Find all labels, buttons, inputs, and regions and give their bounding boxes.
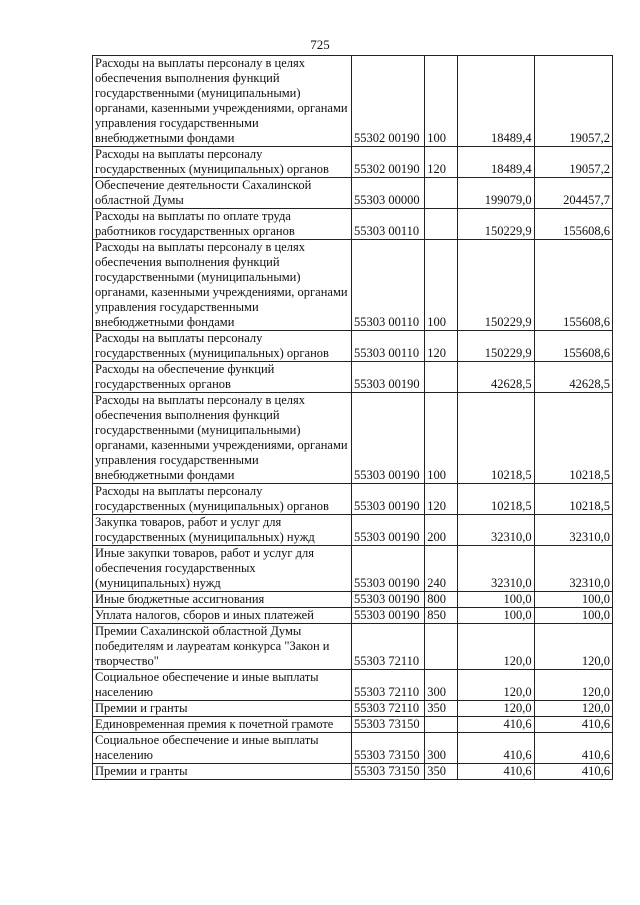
target-code-cell: 55303 00110 xyxy=(351,331,424,362)
target-code-cell: 55303 00190 xyxy=(351,546,424,592)
amount-year-2-cell: 120,0 xyxy=(534,624,612,670)
amount-year-2-cell: 410,6 xyxy=(534,764,612,780)
table-row xyxy=(93,209,613,240)
expense-name-cell: Премии и гранты xyxy=(93,701,352,717)
expense-type-cell xyxy=(425,209,458,240)
expense-name-cell: Расходы на выплаты персоналу в целях обеспечения выполнения функций государственными (муниципальными) органами, казенными учреждениями, органами управления государственными внебюджетными фондами xyxy=(93,240,352,331)
table-row xyxy=(93,362,613,393)
amount-year-1-cell: 10218,5 xyxy=(458,393,534,484)
amount-year-1-cell: 150229,9 xyxy=(458,240,534,331)
table-row xyxy=(93,733,613,764)
amount-year-1-cell: 32310,0 xyxy=(458,546,534,592)
expense-type-cell: 100 xyxy=(425,240,458,331)
expense-type-cell: 120 xyxy=(425,484,458,515)
target-code-cell: 55303 00190 xyxy=(351,515,424,546)
table-row xyxy=(93,393,613,484)
expense-name-cell: Социальное обеспечение и иные выплаты населению xyxy=(93,733,352,764)
table-row xyxy=(93,546,613,592)
expense-type-cell xyxy=(425,362,458,393)
amount-year-2-cell: 204457,7 xyxy=(534,178,612,209)
target-code-cell: 55303 72110 xyxy=(351,624,424,670)
table-row xyxy=(93,592,613,608)
table-row xyxy=(93,701,613,717)
target-code-cell: 55303 00190 xyxy=(351,393,424,484)
amount-year-2-cell: 120,0 xyxy=(534,670,612,701)
amount-year-1-cell: 150229,9 xyxy=(458,209,534,240)
table-row xyxy=(93,764,613,780)
expense-type-cell: 350 xyxy=(425,764,458,780)
target-code-cell: 55303 72110 xyxy=(351,670,424,701)
expense-name-cell: Расходы на обеспечение функций государственных органов xyxy=(93,362,352,393)
target-code-cell: 55303 00000 xyxy=(351,178,424,209)
expense-type-cell: 350 xyxy=(425,701,458,717)
target-code-cell: 55303 73150 xyxy=(351,733,424,764)
amount-year-1-cell: 150229,9 xyxy=(458,331,534,362)
expense-type-cell: 300 xyxy=(425,733,458,764)
expense-name-cell: Иные бюджетные ассигнования xyxy=(93,592,352,608)
table-row xyxy=(93,147,613,178)
table-row xyxy=(93,484,613,515)
table-row xyxy=(93,608,613,624)
amount-year-1-cell: 120,0 xyxy=(458,670,534,701)
target-code-cell: 55303 73150 xyxy=(351,764,424,780)
table-row xyxy=(93,240,613,331)
table-row xyxy=(93,515,613,546)
expense-type-cell: 120 xyxy=(425,331,458,362)
table-row xyxy=(93,624,613,670)
amount-year-2-cell: 410,6 xyxy=(534,717,612,733)
expense-type-cell: 800 xyxy=(425,592,458,608)
amount-year-2-cell: 120,0 xyxy=(534,701,612,717)
target-code-cell: 55303 72110 xyxy=(351,701,424,717)
target-code-cell: 55302 00190 xyxy=(351,56,424,147)
target-code-cell: 55303 00190 xyxy=(351,592,424,608)
amount-year-1-cell: 410,6 xyxy=(458,717,534,733)
amount-year-1-cell: 410,6 xyxy=(458,764,534,780)
expense-type-cell xyxy=(425,717,458,733)
budget-table xyxy=(92,55,613,780)
expense-type-cell: 100 xyxy=(425,393,458,484)
table-row xyxy=(93,717,613,733)
amount-year-1-cell: 100,0 xyxy=(458,608,534,624)
expense-name-cell: Премии и гранты xyxy=(93,764,352,780)
table-row xyxy=(93,56,613,147)
expense-name-cell: Расходы на выплаты персоналу в целях обеспечения выполнения функций государственными (муниципальными) органами, казенными учреждениями, органами управления государственными внебюджетными фондами xyxy=(93,56,352,147)
target-code-cell: 55303 73150 xyxy=(351,717,424,733)
expense-name-cell: Расходы на выплаты персоналу государственных (муниципальных) органов xyxy=(93,331,352,362)
expense-type-cell: 100 xyxy=(425,56,458,147)
table-row xyxy=(93,331,613,362)
amount-year-1-cell: 199079,0 xyxy=(458,178,534,209)
expense-name-cell: Расходы на выплаты персоналу государственных (муниципальных) органов xyxy=(93,147,352,178)
amount-year-1-cell: 410,6 xyxy=(458,733,534,764)
amount-year-2-cell: 100,0 xyxy=(534,592,612,608)
amount-year-1-cell: 120,0 xyxy=(458,701,534,717)
expense-type-cell: 200 xyxy=(425,515,458,546)
table-row xyxy=(93,670,613,701)
target-code-cell: 55303 00190 xyxy=(351,608,424,624)
expense-name-cell: Иные закупки товаров, работ и услуг для обеспечения государственных (муниципальных) нужд xyxy=(93,546,352,592)
amount-year-1-cell: 120,0 xyxy=(458,624,534,670)
amount-year-1-cell: 18489,4 xyxy=(458,147,534,178)
amount-year-1-cell: 32310,0 xyxy=(458,515,534,546)
amount-year-2-cell: 410,6 xyxy=(534,733,612,764)
target-code-cell: 55303 00190 xyxy=(351,362,424,393)
amount-year-2-cell: 10218,5 xyxy=(534,393,612,484)
amount-year-2-cell: 19057,2 xyxy=(534,56,612,147)
expense-name-cell: Закупка товаров, работ и услуг для государственных (муниципальных) нужд xyxy=(93,515,352,546)
amount-year-2-cell: 32310,0 xyxy=(534,546,612,592)
amount-year-1-cell: 100,0 xyxy=(458,592,534,608)
amount-year-2-cell: 155608,6 xyxy=(534,209,612,240)
expense-type-cell: 240 xyxy=(425,546,458,592)
target-code-cell: 55303 00110 xyxy=(351,240,424,331)
amount-year-2-cell: 10218,5 xyxy=(534,484,612,515)
expense-type-cell: 300 xyxy=(425,670,458,701)
target-code-cell: 55303 00190 xyxy=(351,484,424,515)
amount-year-2-cell: 42628,5 xyxy=(534,362,612,393)
expense-name-cell: Расходы на выплаты персоналу государственных (муниципальных) органов xyxy=(93,484,352,515)
expense-name-cell: Расходы на выплаты персоналу в целях обеспечения выполнения функций государственными (муниципальными) органами, казенными учреждениями, органами управления государственными внебюджетными фондами xyxy=(93,393,352,484)
amount-year-2-cell: 19057,2 xyxy=(534,147,612,178)
expense-name-cell: Обеспечение деятельности Сахалинской областной Думы xyxy=(93,178,352,209)
expense-type-cell xyxy=(425,178,458,209)
page-number: 725 xyxy=(310,37,330,52)
amount-year-1-cell: 10218,5 xyxy=(458,484,534,515)
expense-name-cell: Социальное обеспечение и иные выплаты населению xyxy=(93,670,352,701)
expense-type-cell: 850 xyxy=(425,608,458,624)
target-code-cell: 55303 00110 xyxy=(351,209,424,240)
amount-year-2-cell: 32310,0 xyxy=(534,515,612,546)
amount-year-2-cell: 155608,6 xyxy=(534,240,612,331)
table-row xyxy=(93,178,613,209)
expense-type-cell xyxy=(425,624,458,670)
target-code-cell: 55302 00190 xyxy=(351,147,424,178)
amount-year-1-cell: 18489,4 xyxy=(458,56,534,147)
expense-name-cell: Единовременная премия к почетной грамоте xyxy=(93,717,352,733)
expense-name-cell: Уплата налогов, сборов и иных платежей xyxy=(93,608,352,624)
expense-name-cell: Расходы на выплаты по оплате труда работников государственных органов xyxy=(93,209,352,240)
amount-year-1-cell: 42628,5 xyxy=(458,362,534,393)
expense-type-cell: 120 xyxy=(425,147,458,178)
amount-year-2-cell: 100,0 xyxy=(534,608,612,624)
amount-year-2-cell: 155608,6 xyxy=(534,331,612,362)
expense-name-cell: Премии Сахалинской областной Думы победителям и лауреатам конкурса "Закон и творчество" xyxy=(93,624,352,670)
